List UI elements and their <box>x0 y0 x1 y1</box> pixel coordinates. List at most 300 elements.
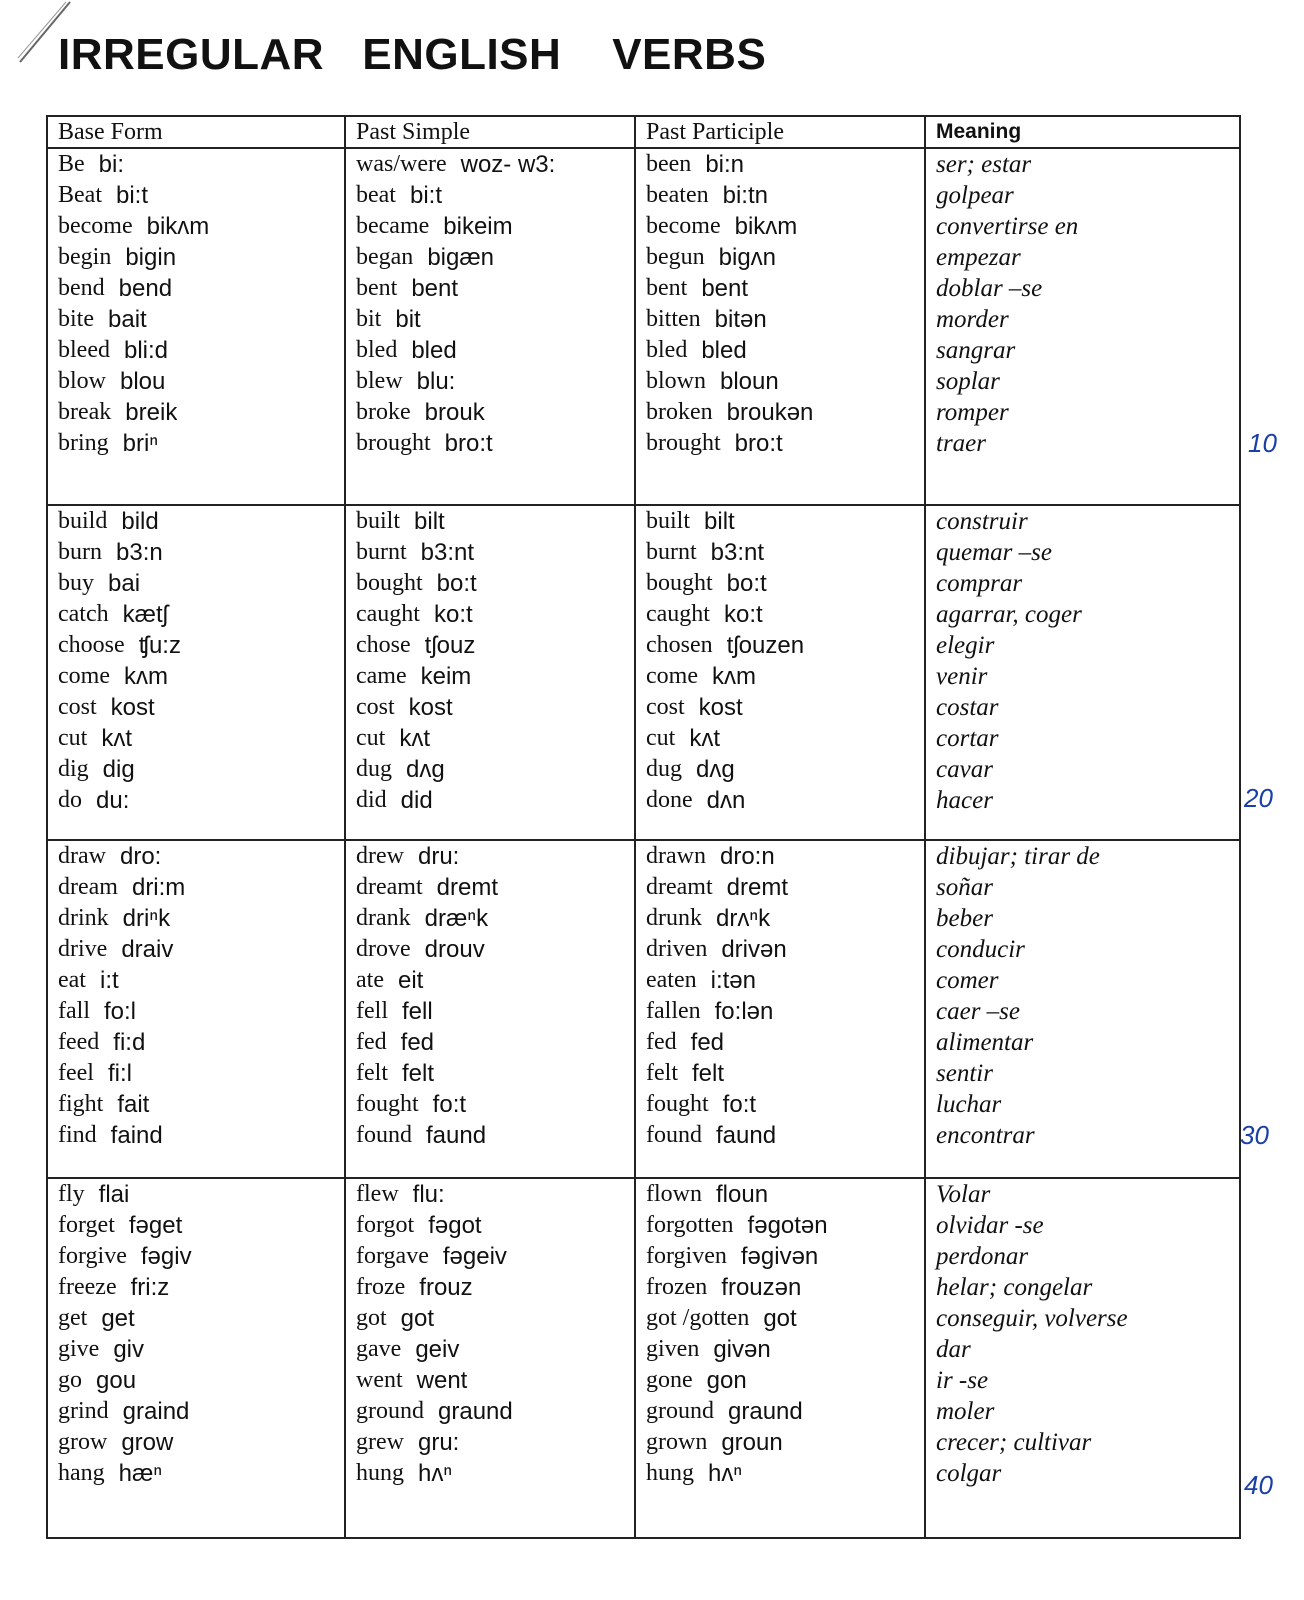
table-row <box>356 568 477 599</box>
table-row <box>646 692 743 723</box>
base-pronunciation: dig <box>102 756 135 783</box>
part-word: done <box>646 787 693 813</box>
past-pronunciation: bent <box>411 275 459 302</box>
past-pronunciation: geiv <box>415 1336 460 1363</box>
past-word: fell <box>356 998 388 1024</box>
part-pronunciation: tʃouzen <box>726 632 805 659</box>
past-word: bit <box>356 306 382 332</box>
table-row <box>646 841 775 872</box>
table-row <box>58 1120 163 1151</box>
meaning-text: soñar <box>936 874 993 901</box>
column-divider <box>634 117 636 1537</box>
part-word: bled <box>646 337 688 363</box>
past-pronunciation: kost <box>408 694 453 721</box>
base-word: do <box>58 787 82 813</box>
meaning-text: Volar <box>936 1181 991 1208</box>
base-word: break <box>58 399 112 425</box>
part-pronunciation: bro:t <box>734 430 783 457</box>
past-word: cost <box>356 694 395 720</box>
part-word: eaten <box>646 967 697 993</box>
table-row <box>58 428 159 459</box>
past-word: burnt <box>356 539 407 565</box>
part-pronunciation: drʌⁿk <box>716 905 771 932</box>
past-pronunciation: bled <box>411 337 457 364</box>
base-pronunciation: fo:l <box>103 998 136 1025</box>
past-word: hung <box>356 1460 404 1486</box>
table-row <box>58 692 155 723</box>
meaning-text: caer –se <box>936 998 1020 1025</box>
part-pronunciation: bi:n <box>705 151 745 178</box>
part-word: grown <box>646 1429 708 1455</box>
meaning-text: encontrar <box>936 1122 1035 1149</box>
past-word: forgave <box>356 1243 429 1269</box>
past-word: found <box>356 1122 412 1148</box>
part-pronunciation: bent <box>701 275 749 302</box>
table-row <box>58 903 171 934</box>
meaning-text: conseguir, volverse <box>936 1305 1128 1332</box>
meaning-text: cavar <box>936 756 993 783</box>
part-pronunciation: frouzən <box>721 1274 802 1301</box>
part-pronunciation: felt <box>691 1060 724 1087</box>
past-column-cell <box>356 1179 513 1489</box>
table-row <box>646 996 774 1027</box>
part-word: hung <box>646 1460 694 1486</box>
table-row <box>356 785 433 816</box>
table-row <box>58 1089 150 1120</box>
base-pronunciation: graind <box>122 1398 190 1425</box>
part-word: built <box>646 508 691 534</box>
part-word: flown <box>646 1181 702 1207</box>
base-word: get <box>58 1305 88 1331</box>
part-pronunciation: drivən <box>721 936 787 963</box>
table-row <box>646 1241 819 1272</box>
table-row <box>58 1179 130 1210</box>
table-row <box>356 180 447 211</box>
table-row <box>58 996 136 1027</box>
base-pronunciation: fəget <box>128 1212 183 1239</box>
base-pronunciation: kost <box>110 694 155 721</box>
past-pronunciation: bro:t <box>444 430 493 457</box>
table-row <box>58 1365 137 1396</box>
past-pronunciation: dræⁿk <box>424 905 489 932</box>
meaning-text: sangrar <box>936 337 1016 364</box>
part-pronunciation: bo:t <box>726 570 767 597</box>
past-word: drew <box>356 843 404 869</box>
table-row <box>356 1396 513 1427</box>
table-row <box>646 1458 749 1489</box>
table-row <box>356 723 430 754</box>
meaning-text: helar; congelar <box>936 1274 1093 1301</box>
past-pronunciation: brouk <box>424 399 485 426</box>
past-word: bent <box>356 275 398 301</box>
table-row <box>646 1396 803 1427</box>
meaning-text: soplar <box>936 368 1000 395</box>
table-row <box>646 568 767 599</box>
base-word: forget <box>58 1212 115 1238</box>
table-row <box>58 366 166 397</box>
table-row <box>646 537 765 568</box>
base-word: build <box>58 508 108 534</box>
table-row <box>356 428 493 459</box>
meaning-text: hacer <box>936 787 993 814</box>
table-row <box>356 1458 453 1489</box>
base-word: grind <box>58 1398 109 1424</box>
header-past-simple: Past Simple <box>356 119 471 145</box>
past-pronunciation: eit <box>397 967 424 994</box>
table-row <box>646 366 779 397</box>
past-pronunciation: bigæn <box>427 244 495 271</box>
table-row <box>58 1334 145 1365</box>
base-word: buy <box>58 570 94 596</box>
table-row <box>646 397 814 428</box>
meaning-text: doblar –se <box>936 275 1043 302</box>
base-word: bring <box>58 430 109 456</box>
base-pronunciation: breik <box>125 399 178 426</box>
table-row <box>646 242 777 273</box>
base-word: eat <box>58 967 86 993</box>
base-pronunciation: faind <box>110 1122 163 1149</box>
table-row <box>356 1027 435 1058</box>
past-pronunciation: felt <box>401 1060 434 1087</box>
base-pronunciation: blou <box>120 368 166 395</box>
past-pronunciation: b3:nt <box>420 539 475 566</box>
part-pronunciation: gon <box>706 1367 747 1394</box>
base-word: grow <box>58 1429 108 1455</box>
part-word: drawn <box>646 843 706 869</box>
part-word: felt <box>646 1060 678 1086</box>
meaning-column-cell <box>936 149 1078 459</box>
part-word: driven <box>646 936 708 962</box>
base-word: drive <box>58 936 108 962</box>
meaning-text: cortar <box>936 725 999 752</box>
past-word: fed <box>356 1029 387 1055</box>
base-pronunciation: kʌm <box>123 663 168 690</box>
past-word: did <box>356 787 387 813</box>
base-pronunciation: fi:l <box>107 1060 132 1087</box>
table-row <box>58 1241 192 1272</box>
base-pronunciation: kætʃ <box>122 601 168 628</box>
base-word: become <box>58 213 133 239</box>
table-row <box>356 149 556 180</box>
past-word: beat <box>356 182 396 208</box>
past-word: broke <box>356 399 411 425</box>
meaning-text: romper <box>936 399 1009 426</box>
base-word: dream <box>58 874 118 900</box>
table-row <box>646 1210 828 1241</box>
past-pronunciation: fell <box>401 998 433 1025</box>
meaning-text: moler <box>936 1398 995 1425</box>
base-pronunciation: giv <box>113 1336 145 1363</box>
past-word: drove <box>356 936 411 962</box>
part-word: got /gotten <box>646 1305 750 1331</box>
table-row <box>356 506 445 537</box>
past-pronunciation: frouz <box>419 1274 473 1301</box>
meaning-text: luchar <box>936 1091 1002 1118</box>
part-word: bitten <box>646 306 701 332</box>
part-pronunciation: bled <box>701 337 747 364</box>
table-row <box>646 1179 769 1210</box>
table-row <box>356 1058 434 1089</box>
part-word: caught <box>646 601 710 627</box>
table-row <box>646 723 720 754</box>
base-column-cell <box>58 149 210 459</box>
past-pronunciation: bikeim <box>443 213 513 240</box>
past-word: built <box>356 508 401 534</box>
table-row <box>58 723 132 754</box>
table-row <box>58 335 169 366</box>
base-word: find <box>58 1122 97 1148</box>
base-word: feed <box>58 1029 100 1055</box>
base-pronunciation: bild <box>121 508 159 535</box>
part-word: given <box>646 1336 700 1362</box>
past-word: cut <box>356 725 386 751</box>
part-word: fed <box>646 1029 677 1055</box>
part-word: ground <box>646 1398 714 1424</box>
meaning-text: dibujar; tirar de <box>936 843 1100 870</box>
table-row <box>356 872 498 903</box>
table-row <box>58 965 118 996</box>
past-word: drank <box>356 905 411 931</box>
table-row <box>58 180 148 211</box>
table-row <box>646 661 756 692</box>
table-row <box>356 397 485 428</box>
table-row <box>58 1272 170 1303</box>
past-pronunciation: drouv <box>424 936 485 963</box>
base-word: bend <box>58 275 105 301</box>
part-word: beaten <box>646 182 709 208</box>
part-word: bent <box>646 275 688 301</box>
table-row <box>356 335 457 366</box>
table-row <box>356 630 476 661</box>
verb-table <box>46 115 1241 1539</box>
part-column-cell <box>646 841 788 1151</box>
base-pronunciation: du: <box>96 787 130 814</box>
table-row <box>58 599 168 630</box>
meaning-text: dar <box>936 1336 971 1363</box>
past-word: was/were <box>356 151 447 177</box>
table-row <box>646 1365 749 1396</box>
table-row <box>356 599 473 630</box>
past-word: caught <box>356 601 420 627</box>
past-pronunciation: bit <box>395 306 421 333</box>
page-title: IRREGULAR ENGLISH VERBS <box>58 30 767 79</box>
table-row <box>58 934 174 965</box>
base-word: draw <box>58 843 106 869</box>
meaning-text: beber <box>936 905 993 932</box>
table-row <box>356 1241 507 1272</box>
part-word: frozen <box>646 1274 708 1300</box>
base-pronunciation: bikʌm <box>146 213 210 240</box>
table-row <box>356 1210 482 1241</box>
past-column-cell <box>356 841 498 1151</box>
table-row <box>58 872 186 903</box>
base-column-cell <box>58 506 181 816</box>
part-word: broken <box>646 399 713 425</box>
base-pronunciation: i:t <box>99 967 119 994</box>
past-pronunciation: flu: <box>412 1181 445 1208</box>
past-word: came <box>356 663 407 689</box>
part-word: begun <box>646 244 705 270</box>
past-word: flew <box>356 1181 399 1207</box>
part-word: gone <box>646 1367 693 1393</box>
part-pronunciation: kost <box>698 694 743 721</box>
past-pronunciation: woz- w3: <box>460 151 556 178</box>
base-pronunciation: ʧu:z <box>138 632 181 659</box>
table-row <box>646 149 745 180</box>
meaning-text: venir <box>936 663 988 690</box>
base-word: burn <box>58 539 102 565</box>
past-pronunciation: dremt <box>436 874 498 901</box>
base-column-cell <box>58 841 186 1151</box>
table-row <box>646 1058 724 1089</box>
table-row <box>356 1427 460 1458</box>
column-divider <box>344 117 346 1537</box>
table-row <box>356 754 445 785</box>
base-word: drink <box>58 905 109 931</box>
past-pronunciation: faund <box>426 1122 487 1149</box>
table-row <box>646 1303 797 1334</box>
count-marker: 40 <box>1244 1470 1273 1500</box>
table-row <box>58 568 141 599</box>
past-pronunciation: got <box>400 1305 435 1332</box>
past-pronunciation: bi:t <box>409 182 442 209</box>
table-row <box>646 1120 777 1151</box>
table-row <box>356 1089 467 1120</box>
part-pronunciation: floun <box>716 1181 769 1208</box>
past-word: blew <box>356 368 403 394</box>
base-word: come <box>58 663 110 689</box>
base-pronunciation: gou <box>96 1367 137 1394</box>
meaning-text: quemar –se <box>936 539 1052 566</box>
part-pronunciation: ko:t <box>723 601 763 628</box>
table-row <box>646 934 787 965</box>
table-row <box>646 903 771 934</box>
part-pronunciation: fəgivən <box>740 1243 819 1270</box>
part-word: fought <box>646 1091 709 1117</box>
table-row <box>646 785 746 816</box>
part-word: forgiven <box>646 1243 727 1269</box>
meaning-text: construir <box>936 508 1028 535</box>
part-word: forgotten <box>646 1212 734 1238</box>
base-word: freeze <box>58 1274 117 1300</box>
base-pronunciation: bigin <box>125 244 177 271</box>
table-row <box>356 1179 445 1210</box>
past-word: began <box>356 244 414 270</box>
part-word: blown <box>646 368 706 394</box>
count-marker: 10 <box>1248 428 1277 458</box>
meaning-text: morder <box>936 306 1009 333</box>
part-pronunciation: kʌm <box>711 663 756 690</box>
table-row <box>646 335 747 366</box>
meaning-text: costar <box>936 694 999 721</box>
table-row <box>356 841 460 872</box>
past-word: forgot <box>356 1212 415 1238</box>
base-column-cell <box>58 1179 192 1489</box>
meaning-text: ser; estar <box>936 151 1032 178</box>
past-word: felt <box>356 1060 388 1086</box>
table-row <box>356 304 447 335</box>
meaning-column-cell <box>936 506 1082 816</box>
part-pronunciation: bilt <box>704 508 735 535</box>
part-word: found <box>646 1122 702 1148</box>
base-pronunciation: hæⁿ <box>118 1460 163 1487</box>
part-word: dreamt <box>646 874 713 900</box>
header-meaning: Meaning <box>936 120 1022 143</box>
part-word: cut <box>646 725 676 751</box>
base-word: give <box>58 1336 100 1362</box>
part-pronunciation: givən <box>713 1336 771 1363</box>
table-row <box>356 996 433 1027</box>
meaning-text: comprar <box>936 570 1023 597</box>
table-row <box>58 1303 135 1334</box>
table-row <box>356 1272 473 1303</box>
past-word: froze <box>356 1274 406 1300</box>
past-pronunciation: fəgeiv <box>442 1243 507 1270</box>
table-row <box>646 180 768 211</box>
meaning-text: colgar <box>936 1460 1002 1487</box>
part-pronunciation: fəgotən <box>747 1212 828 1239</box>
past-pronunciation: fed <box>400 1029 435 1056</box>
part-word: fallen <box>646 998 701 1024</box>
meaning-column-cell <box>936 841 1100 1151</box>
table-row <box>356 1303 435 1334</box>
past-column-cell <box>356 149 556 459</box>
past-pronunciation: kʌt <box>399 725 430 752</box>
meaning-column-cell <box>936 1179 1128 1489</box>
past-pronunciation: tʃouz <box>424 632 476 659</box>
table-row <box>646 1334 771 1365</box>
table-row <box>646 965 756 996</box>
base-word: bleed <box>58 337 110 363</box>
base-word: Beat <box>58 182 102 208</box>
table-row <box>646 1089 757 1120</box>
part-word: chosen <box>646 632 713 658</box>
part-column-cell <box>646 506 805 816</box>
part-pronunciation: b3:nt <box>710 539 765 566</box>
table-row <box>58 506 159 537</box>
table-row <box>356 537 475 568</box>
base-pronunciation: grow <box>121 1429 174 1456</box>
table-row <box>646 872 788 903</box>
part-pronunciation: bitən <box>714 306 767 333</box>
past-pronunciation: keim <box>420 663 472 690</box>
table-row <box>356 1334 460 1365</box>
part-word: cost <box>646 694 685 720</box>
table-row <box>646 211 798 242</box>
base-pronunciation: bend <box>118 275 173 302</box>
part-pronunciation: kʌt <box>689 725 720 752</box>
part-pronunciation: fo:t <box>722 1091 757 1118</box>
part-pronunciation: got <box>763 1305 797 1332</box>
past-pronunciation: gru: <box>417 1429 460 1456</box>
base-pronunciation: bi:t <box>115 182 148 209</box>
table-row <box>58 537 163 568</box>
count-marker: 20 <box>1244 783 1273 813</box>
table-row <box>646 273 749 304</box>
base-pronunciation: dri:m <box>131 874 186 901</box>
part-pronunciation: graund <box>728 1398 803 1425</box>
table-row <box>58 1427 174 1458</box>
table-row <box>356 692 453 723</box>
base-word: fly <box>58 1181 85 1207</box>
table-row <box>646 1427 783 1458</box>
table-row <box>646 506 735 537</box>
table-row <box>58 630 181 661</box>
past-pronunciation: blu: <box>416 368 456 395</box>
base-word: catch <box>58 601 109 627</box>
column-divider <box>924 117 926 1537</box>
meaning-text: perdonar <box>936 1243 1029 1270</box>
